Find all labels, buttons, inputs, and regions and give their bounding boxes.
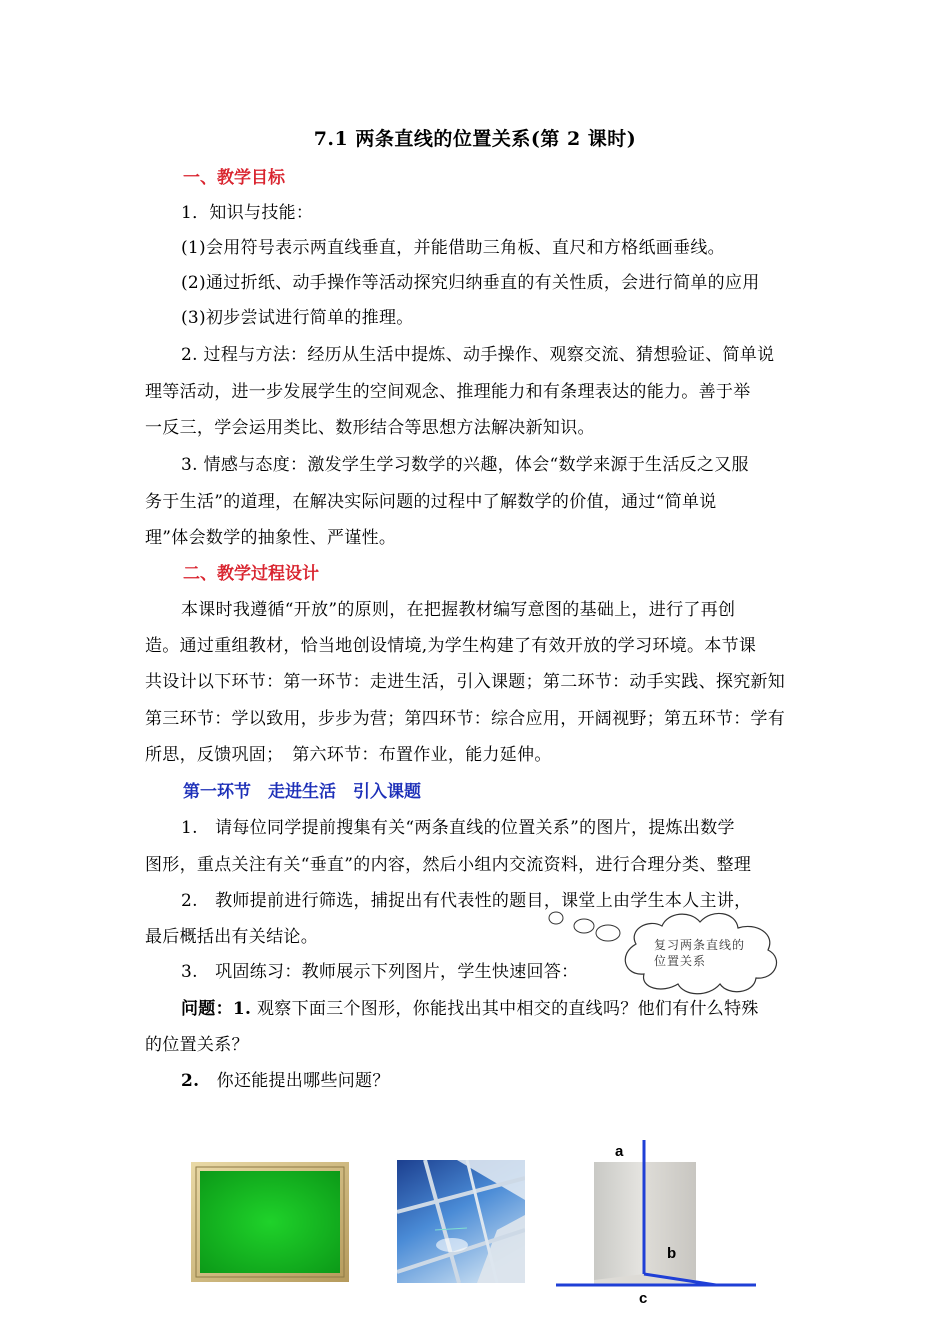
thought-cloud-text: 复习两条直线的位置关系: [654, 938, 746, 968]
process-paragraph-line-2: 造。通过重组教材，恰当地创设情境,为学生构建了有效开放的学习环境。本节课: [145, 636, 757, 656]
goal-item-1-2: (2)通过折纸、动手操作等活动探究归纳垂直的有关性质，会进行简单的应用: [181, 273, 760, 293]
line-label-c: c: [639, 1290, 648, 1307]
goal-item-2-line-2: 理等活动，进一步发展学生的空间观念、推理能力和有条理表达的能力。善于举: [145, 382, 751, 402]
stage-1-item-2-line-2: 最后概括出有关结论。: [145, 927, 318, 947]
stage-1-item-2-line-1: 2. 教师提前进行筛选，捕捉出有代表性的题目，课堂上由学生本人主讲，: [181, 891, 752, 911]
room-corner-picture: [556, 1138, 758, 1310]
page-title: 7.1 两条直线的位置关系(第 2 课时): [313, 128, 637, 150]
section-heading-process: 二、教学过程设计: [183, 564, 319, 584]
question-2-number: 2.: [181, 1071, 200, 1091]
process-paragraph-line-4: 第三环节：学以致用，步步为营；第四环节：综合应用，开阔视野；第五环节：学有: [145, 709, 786, 729]
stage-1-item-1-line-2: 图形，重点关注有关“垂直”的内容，然后小组内交流资料，进行合理分类、整理: [145, 855, 752, 875]
question-2-text: 你还能提出哪些问题？: [199, 1071, 390, 1091]
goal-item-3-line-3: 理”体会数学的抽象性、严谨性。: [145, 528, 397, 548]
goal-item-2-line-3: 一反三，学会运用类比、数形结合等思想方法解决新知识。: [145, 418, 595, 438]
goal-item-1-1: (1)会用符号表示两直线垂直，并能借助三角板、直尺和方格纸画垂线。: [181, 238, 725, 258]
goal-item-1-3: (3)初步尝试进行简单的推理。: [181, 308, 414, 328]
line-label-b: b: [667, 1245, 677, 1262]
goal-item-2-line-1: 2. 过程与方法：经历从生活中提炼、动手操作、观察交流、猜想验证、简单说: [181, 345, 775, 365]
question-1-line-2: 的位置关系？: [145, 1035, 249, 1055]
goal-item-3-line-2: 务于生活”的道理，在解决实际问题的过程中了解数学的价值，通过“简单说: [145, 492, 717, 512]
question-1-number: 1.: [232, 999, 252, 1019]
line-label-a: a: [615, 1143, 624, 1160]
stage-1-item-3: 3. 巩固练习：教师展示下列图片，学生快速回答：: [181, 962, 579, 982]
goal-item-3-line-1: 3. 情感与态度：激发学生学习数学的兴趣，体会“数学来源于生活反之又服: [181, 455, 749, 475]
stage-1-heading: 第一环节 走进生活 引入课题: [183, 782, 421, 802]
stage-1-item-1-line-1: 1. 请每位同学提前搜集有关“两条直线的位置关系”的图片，提炼出数学: [181, 818, 735, 838]
question-1-text: 观察下面三个图形，你能找出其中相交的直线吗？他们有什么特殊: [251, 999, 759, 1019]
skylight-window-picture: [397, 1160, 525, 1283]
section-heading-goals: 一、教学目标: [183, 168, 285, 188]
question-label: 问题：: [181, 999, 233, 1019]
question-2: [181, 1066, 390, 1091]
blackboard-picture: [191, 1162, 349, 1282]
process-paragraph-line-5: 所思，反馈巩固； 第六环节：布置作业，能力延伸。: [145, 745, 552, 765]
goal-item-1: 1．知识与技能：: [181, 203, 314, 223]
process-paragraph-line-1: 本课时我遵循“开放”的原则，在把握教材编写意图的基础上，进行了再创: [181, 600, 736, 620]
process-paragraph-line-3: 共设计以下环节：第一环节：走进生活，引入课题；第二环节：动手实践、探究新知: [145, 672, 786, 692]
